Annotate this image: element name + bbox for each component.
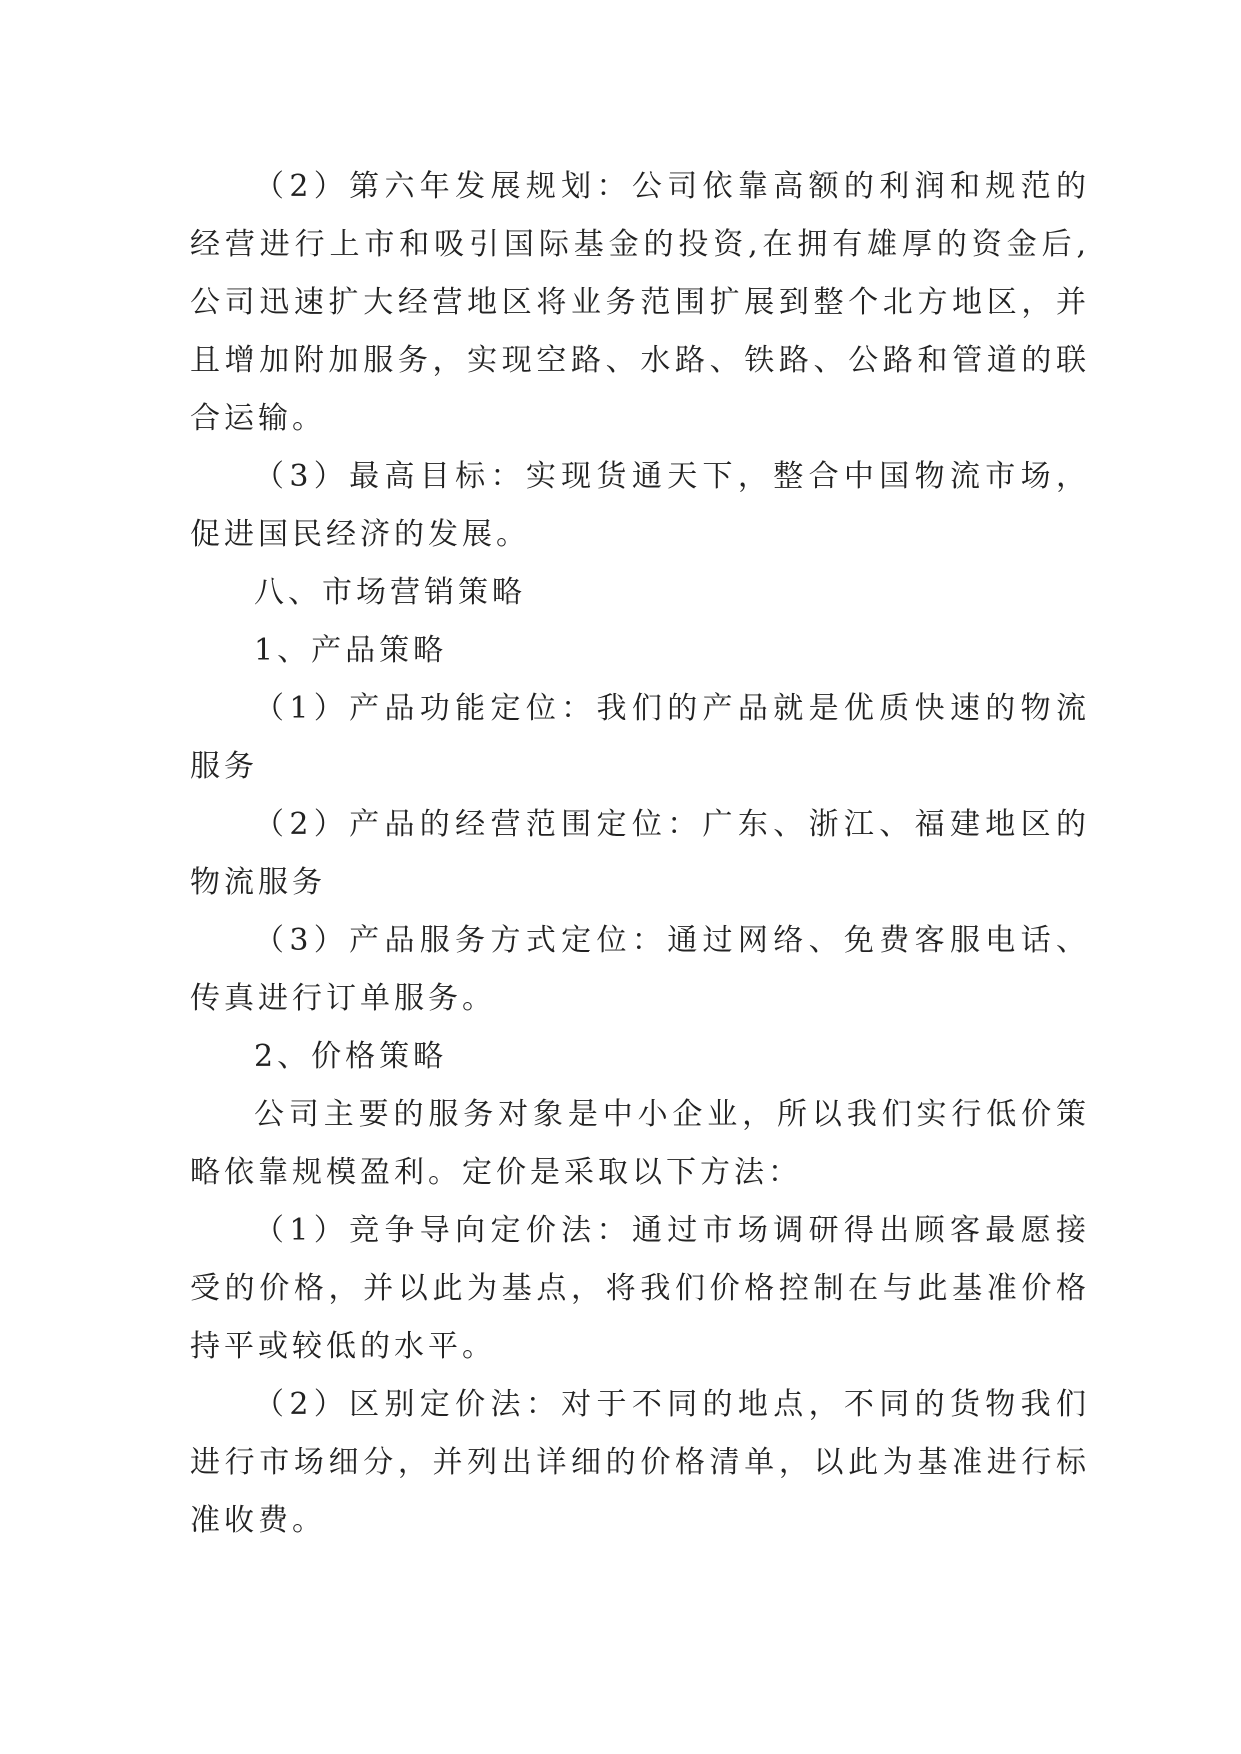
paragraph-product-service-mode: （3）产品服务方式定位：通过网络、免费客服电话、传真进行订单服务。 bbox=[190, 923, 1090, 1016]
paragraph-plan-year-six: （2）第六年发展规划：公司依靠高额的利润和规范的经营进行上市和吸引国际基金的投资,在拥有雄厚的资金后,公司迅速扩大经营地区将业务范围扩展到整个北方地区，并且增加附加服务，实现空路、水路、铁路、公路和管道的联合运输。 bbox=[190, 169, 1090, 436]
body-text bbox=[190, 158, 1090, 1550]
paragraph-competitive-pricing: （1）竞争导向定价法：通过市场调研得出顾客最愿接受的价格，并以此为基点，将我们价格控制在与此基准价格持平或较低的水平。 bbox=[190, 1213, 1090, 1364]
paragraph-price-overview: 公司主要的服务对象是中小企业，所以我们实行低价策略依靠规模盈利。定价是采取以下方法： bbox=[190, 1097, 1090, 1190]
subsection-heading-product-strategy: 1、产品策略 bbox=[254, 633, 448, 668]
section-heading-marketing-strategy: 八、市场营销策略 bbox=[254, 575, 526, 610]
paragraph-differential-pricing: （2）区别定价法：对于不同的地点，不同的货物我们进行市场细分，并列出详细的价格清单，以此为基准进行标准收费。 bbox=[190, 1387, 1090, 1538]
paragraph-ultimate-goal: （3）最高目标：实现货通天下，整合中国物流市场，促进国民经济的发展。 bbox=[190, 459, 1090, 552]
paragraph-product-scope: （2）产品的经营范围定位：广东、浙江、福建地区的物流服务 bbox=[190, 807, 1090, 900]
subsection-heading-price-strategy: 2、价格策略 bbox=[254, 1039, 448, 1074]
paragraph-product-function: （1）产品功能定位：我们的产品就是优质快速的物流服务 bbox=[190, 691, 1090, 784]
